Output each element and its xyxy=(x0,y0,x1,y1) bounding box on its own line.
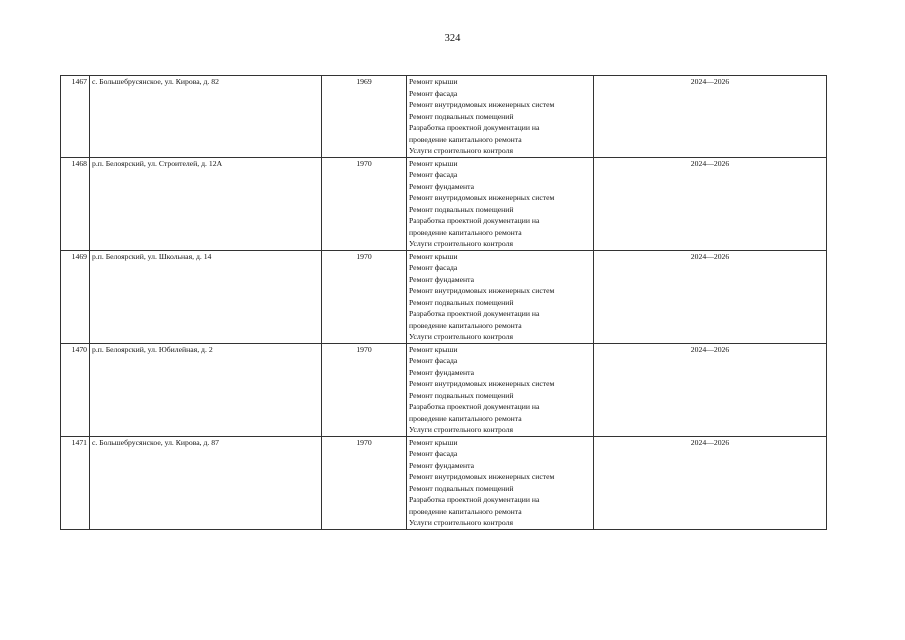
address-cell: р.п. Белоярский, ул. Школьная, д. 14 xyxy=(90,250,322,343)
work-item: Разработка проектной документации на xyxy=(409,495,540,504)
work-item: Ремонт внутридомовых инженерных систем xyxy=(409,286,555,295)
work-item: Ремонт фасада xyxy=(409,88,458,98)
year-built-cell: 1970 xyxy=(322,343,407,436)
work-item: Ремонт фундамента xyxy=(409,367,475,377)
work-item: Ремонт подвальных помещений xyxy=(409,390,514,400)
year-built-cell: 1970 xyxy=(322,157,407,250)
row-number-cell: 1470 xyxy=(61,343,90,436)
works-list-cell xyxy=(407,250,594,343)
table-row xyxy=(61,157,827,250)
repair-program-table xyxy=(60,75,827,530)
work-item: проведение капитального ремонта xyxy=(409,506,522,516)
row-number-cell: 1469 xyxy=(61,250,90,343)
address-cell: с. Большебрусянское, ул. Кирова, д. 87 xyxy=(90,436,322,529)
work-item: Услуги строительного контроля xyxy=(409,425,513,434)
work-item: Ремонт фундамента xyxy=(409,181,475,191)
table-row xyxy=(61,250,827,343)
work-item: Ремонт внутридомовых инженерных систем xyxy=(409,472,555,481)
work-item: Разработка проектной документации на xyxy=(409,123,540,132)
address-cell: р.п. Белоярский, ул. Строителей, д. 12А xyxy=(90,157,322,250)
table-body xyxy=(61,76,827,530)
work-item: Услуги строительного контроля xyxy=(409,146,513,155)
work-item: Ремонт фундамента xyxy=(409,460,475,470)
row-number-cell: 1467 xyxy=(61,76,90,158)
work-item: проведение капитального ремонта xyxy=(409,134,522,144)
work-item: Ремонт крыши xyxy=(409,437,458,447)
work-item: Ремонт крыши xyxy=(409,77,458,86)
row-number-cell: 1468 xyxy=(61,157,90,250)
address-cell: с. Большебрусянское, ул. Кирова, д. 82 xyxy=(90,76,322,158)
work-item: Ремонт внутридомовых инженерных систем xyxy=(409,100,555,109)
work-item: Услуги строительного контроля xyxy=(409,332,513,341)
works-list-cell xyxy=(407,157,594,250)
work-item: Ремонт фасада xyxy=(409,263,458,272)
works-list-cell xyxy=(407,343,594,436)
work-item: Разработка проектной документации на xyxy=(409,402,540,411)
row-number-cell: 1471 xyxy=(61,436,90,529)
work-item: Ремонт фасада xyxy=(409,449,458,458)
work-item: Ремонт крыши xyxy=(409,344,458,354)
work-item: Ремонт крыши xyxy=(409,251,458,261)
work-item: Ремонт фасада xyxy=(409,356,458,365)
year-built-cell: 1970 xyxy=(322,250,407,343)
work-item: Ремонт внутридомовых инженерных систем xyxy=(409,193,555,202)
work-item: Ремонт подвальных помещений xyxy=(409,111,514,121)
table-row xyxy=(61,76,827,158)
work-item: Разработка проектной документации на xyxy=(409,309,540,318)
work-item: Услуги строительного контроля xyxy=(409,239,513,248)
repair-period-cell: 2024—2026 xyxy=(594,250,827,343)
work-item: Ремонт фасада xyxy=(409,170,458,179)
work-item: Ремонт внутридомовых инженерных систем xyxy=(409,379,555,388)
works-list-cell xyxy=(407,76,594,158)
work-item: Разработка проектной документации на xyxy=(409,216,540,225)
work-item: проведение капитального ремонта xyxy=(409,413,522,423)
address-cell: р.п. Белоярский, ул. Юбилейная, д. 2 xyxy=(90,343,322,436)
work-item: Услуги строительного контроля xyxy=(409,518,513,527)
work-item: Ремонт подвальных помещений xyxy=(409,204,514,214)
work-item: проведение капитального ремонта xyxy=(409,227,522,237)
table-row xyxy=(61,436,827,529)
work-item: проведение капитального ремонта xyxy=(409,320,522,330)
repair-period-cell: 2024—2026 xyxy=(594,343,827,436)
page-number: 324 xyxy=(444,33,461,44)
table-row xyxy=(61,343,827,436)
work-item: Ремонт крыши xyxy=(409,158,458,168)
repair-period-cell: 2024—2026 xyxy=(594,76,827,158)
work-item: Ремонт фундамента xyxy=(409,274,475,284)
repair-period-cell: 2024—2026 xyxy=(594,157,827,250)
work-item: Ремонт подвальных помещений xyxy=(409,297,514,307)
work-item: Ремонт подвальных помещений xyxy=(409,483,514,493)
year-built-cell: 1969 xyxy=(322,76,407,158)
repair-period-cell: 2024—2026 xyxy=(594,436,827,529)
works-list-cell xyxy=(407,436,594,529)
year-built-cell: 1970 xyxy=(322,436,407,529)
